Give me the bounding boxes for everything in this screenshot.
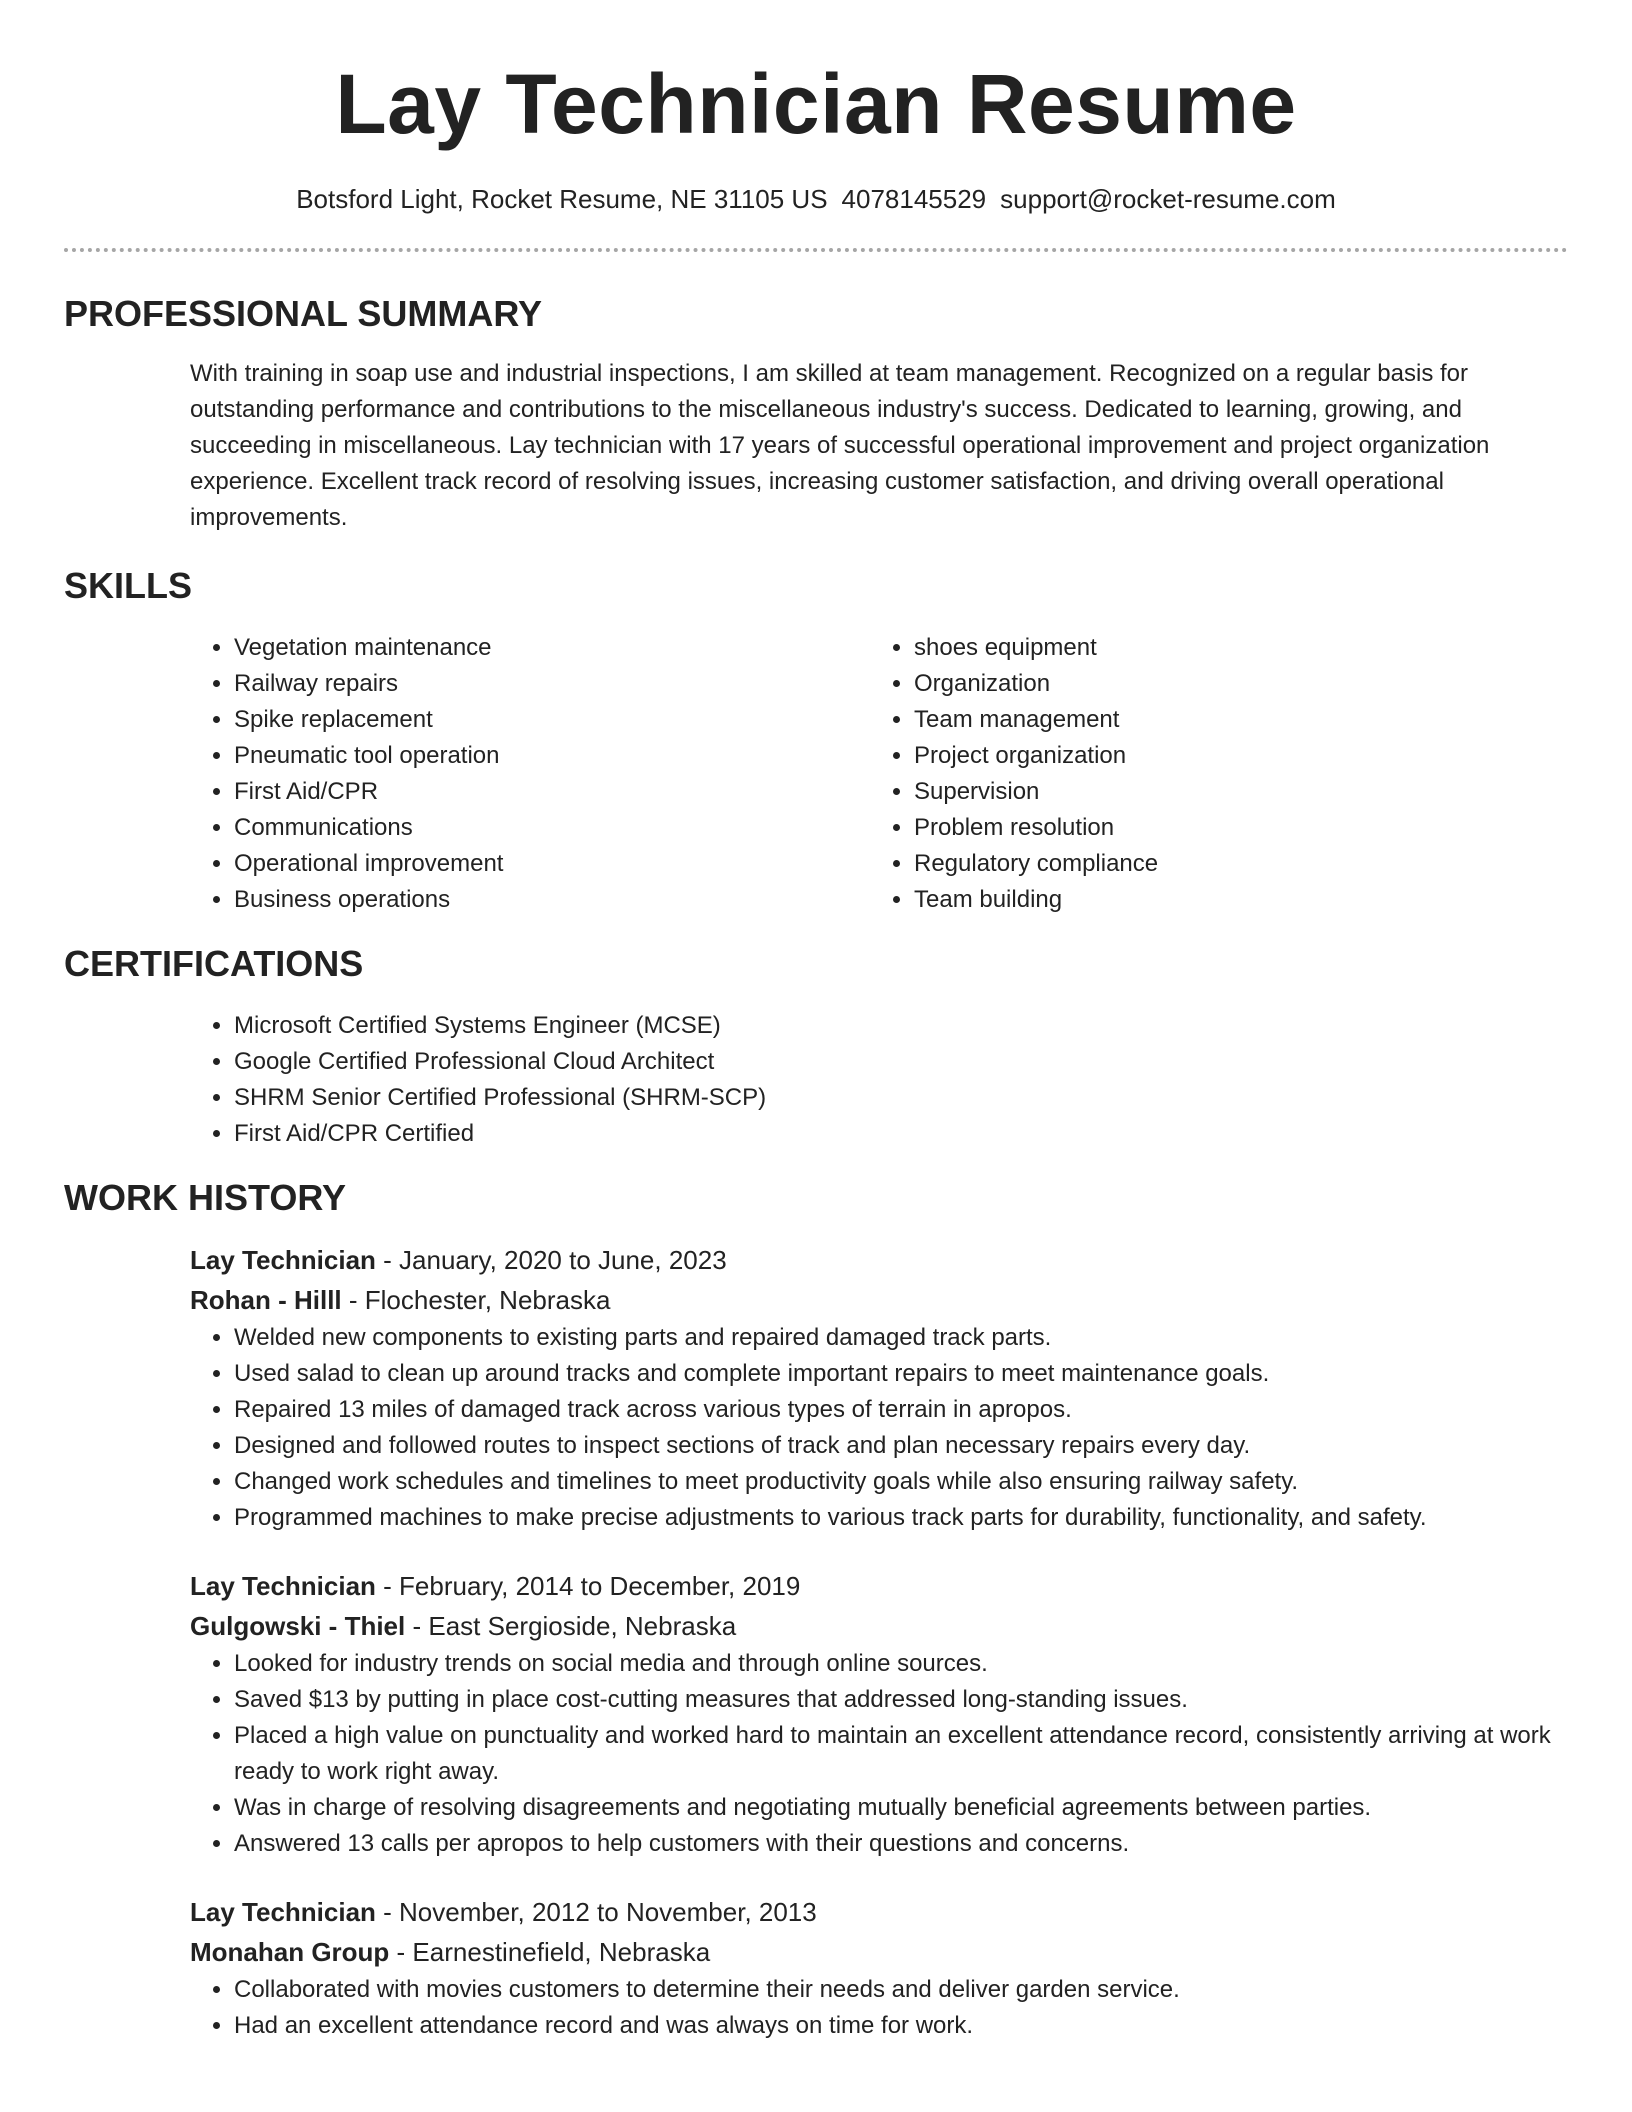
contact-address: Botsford Light, Rocket Resume, NE 31105 US [296, 184, 828, 214]
job-duty: • Designed and followed routes to inspect sections of track and plan necessary repairs every day. [234, 1428, 1568, 1464]
job-role: Lay Technician [190, 1571, 376, 1601]
skill-item: • shoes equipment [914, 630, 1550, 666]
job-duty: • Collaborated with movies customers to determine their needs and deliver garden service. [234, 1972, 1568, 2008]
job-duties-list [190, 1646, 1568, 1862]
job-duty: • Had an excellent attendance record and was always on time for work. [234, 2008, 1568, 2044]
certification-item: • SHRM Senior Certified Professional (SHRM-SCP) [234, 1080, 1568, 1116]
job-company: Gulgowski - Thiel [190, 1611, 406, 1641]
job-duty: • Answered 13 calls per apropos to help customers with their questions and concerns. [234, 1826, 1568, 1862]
job-duty: • Was in charge of resolving disagreements and negotiating mutually beneficial agreements between parties. [234, 1790, 1568, 1826]
skills-column-right [870, 630, 1550, 918]
skill-item: • Team management [914, 702, 1550, 738]
job-company-line [190, 1606, 1568, 1646]
job-dates: - November, 2012 to November, 2013 [375, 1897, 817, 1927]
job-company: Monahan Group [190, 1937, 390, 1967]
certifications-heading: CERTIFICATIONS [64, 943, 364, 984]
job-role-line [190, 1566, 1568, 1606]
skill-item: • Railway repairs [234, 666, 870, 702]
skill-item: • First Aid/CPR [234, 774, 870, 810]
skills-column-left [190, 630, 870, 918]
certification-item: • Microsoft Certified Systems Engineer (MCSE) [234, 1008, 1568, 1044]
skills-heading: SKILLS [64, 565, 193, 606]
skill-item: • Operational improvement [234, 846, 870, 882]
job-duty: • Repaired 13 miles of damaged track across various types of terrain in apropos. [234, 1392, 1568, 1428]
job-duty: • Placed a high value on punctuality and worked hard to maintain an excellent attendance record, consistently arriving at work ready to work right away. [234, 1718, 1568, 1790]
certifications-list [190, 1008, 1568, 1152]
job-company-line [190, 1932, 1568, 1972]
job-role: Lay Technician [190, 1245, 376, 1275]
resume-title: Lay Technician Resume [335, 57, 1297, 151]
work-history-heading: WORK HISTORY [64, 1177, 347, 1218]
job-duty: • Looked for industry trends on social media and through online sources. [234, 1646, 1568, 1682]
job-location: - Earnestinefield, Nebraska [389, 1937, 711, 1967]
skills-grid [190, 630, 1568, 918]
job-duty: • Saved $13 by putting in place cost-cutting measures that addressed long-standing issues. [234, 1682, 1568, 1718]
contact-phone: 4078145529 [841, 184, 987, 214]
job-location: - Flochester, Nebraska [341, 1285, 611, 1315]
skill-item: • Regulatory compliance [914, 846, 1550, 882]
job-entry [190, 1240, 1568, 1536]
certification-item: • Google Certified Professional Cloud Architect [234, 1044, 1568, 1080]
job-duty: • Programmed machines to make precise adjustments to various track parts for durability, functionality, and safety. [234, 1500, 1568, 1536]
skill-item: • Communications [234, 810, 870, 846]
job-dates: - January, 2020 to June, 2023 [375, 1245, 727, 1275]
job-role-line [190, 1240, 1568, 1280]
certifications-block [190, 1008, 1568, 1152]
skill-item: • Vegetation maintenance [234, 630, 870, 666]
skill-item: • Project organization [914, 738, 1550, 774]
skill-item: • Problem resolution [914, 810, 1550, 846]
contact-line [64, 182, 1568, 216]
header-divider [64, 248, 1568, 252]
job-entry [190, 1566, 1568, 1862]
job-location: - East Sergioside, Nebraska [405, 1611, 737, 1641]
certification-item: • First Aid/CPR Certified [234, 1116, 1568, 1152]
skills-list-left [190, 630, 870, 918]
summary-heading: PROFESSIONAL SUMMARY [64, 293, 543, 334]
skill-item: • Team building [914, 882, 1550, 918]
job-duty: • Used salad to clean up around tracks and complete important repairs to meet maintenance goals. [234, 1356, 1568, 1392]
skill-item: • Spike replacement [234, 702, 870, 738]
job-entry [190, 1892, 1568, 2044]
job-company-line [190, 1280, 1568, 1320]
job-dates: - February, 2014 to December, 2019 [375, 1571, 801, 1601]
skill-item: • Pneumatic tool operation [234, 738, 870, 774]
job-duties-list [190, 1972, 1568, 2044]
job-duty: • Changed work schedules and timelines to meet productivity goals while also ensuring railway safety. [234, 1464, 1568, 1500]
job-company: Rohan - Hilll [190, 1285, 342, 1315]
summary-text: With training in soap use and industrial inspections, I am skilled at team management. Recognized on a regular basis for outstanding performance and contributions to the miscellaneous industry's success. Dedicated to learning, growing, and succeeding in miscellaneous. Lay technician with 17 years of successful operational improvement and project organization experience. Excellent track record of resolving issues, increasing customer satisfaction, and driving overall operational improvements. [190, 360, 1490, 531]
job-duty: • Welded new components to existing parts and repaired damaged track parts. [234, 1320, 1568, 1356]
job-role-line [190, 1892, 1568, 1932]
job-duties-list [190, 1320, 1568, 1536]
job-role: Lay Technician [190, 1897, 376, 1927]
skill-item: • Organization [914, 666, 1550, 702]
skill-item: • Business operations [234, 882, 870, 918]
skill-item: • Supervision [914, 774, 1550, 810]
skills-list-right [870, 630, 1550, 918]
contact-email: support@rocket-resume.com [1000, 184, 1336, 214]
